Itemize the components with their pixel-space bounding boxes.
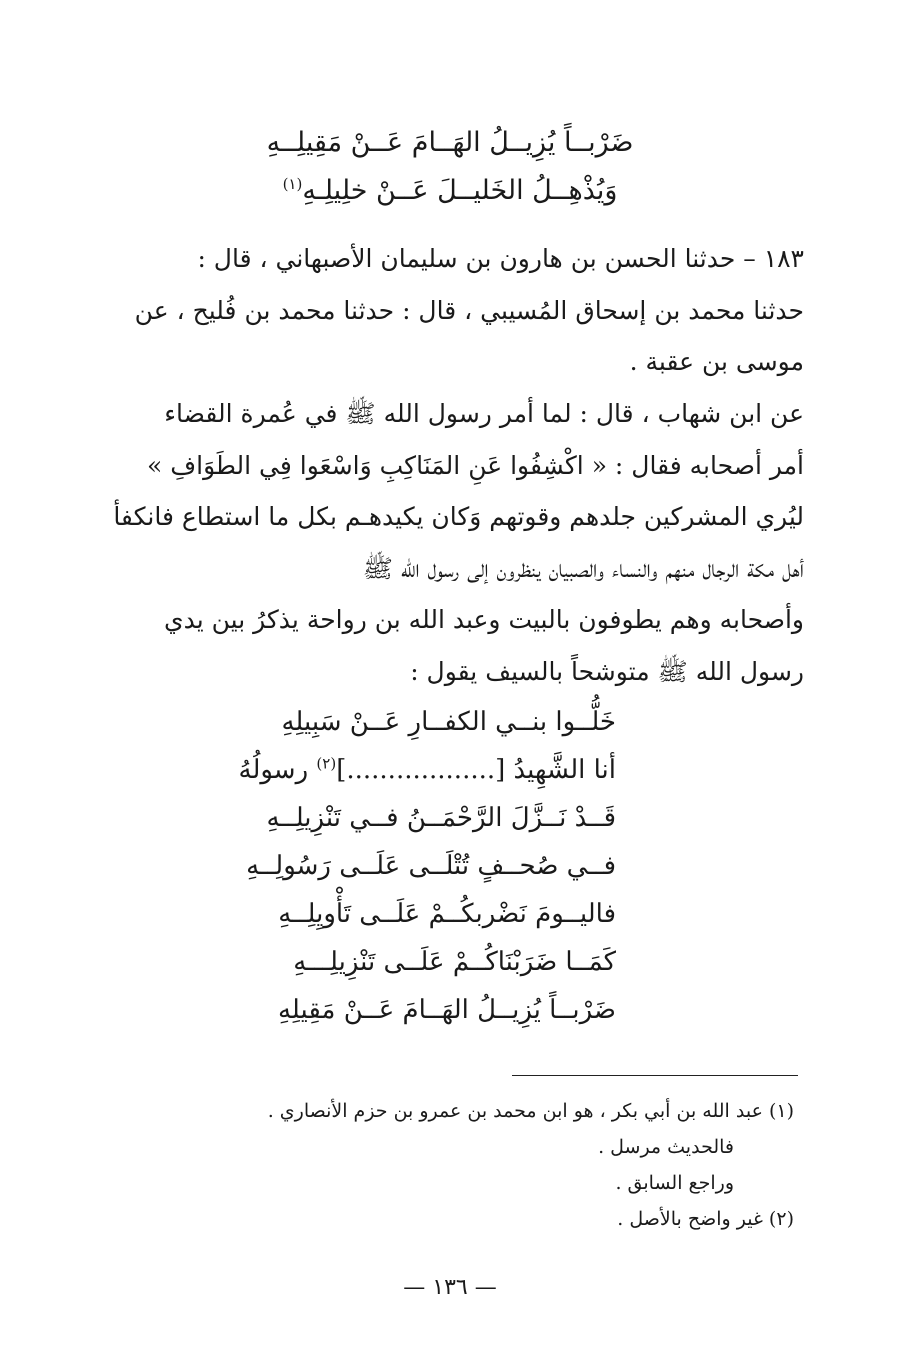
isnad-line: حدثنا محمد بن إسحاق المُسيبي ، قال : حدثنا محمد بن فُليح ، عن bbox=[134, 295, 804, 325]
footnote-separator bbox=[512, 1075, 798, 1076]
poem-line: خَلُّــوا بنــي الكفــارِ عَــنْ سَبِيلِهِ bbox=[281, 707, 616, 737]
footnote-1: (١) عبد الله بن أبي بكر ، هو ابن محمد بن عمرو بن حزم الأنصاري . bbox=[267, 1100, 794, 1122]
poem-line: أنا الشَّهِيدُ [..................]$^{(٢)}$ رسولُهُ bbox=[238, 754, 616, 785]
page-number: — ١٣٦ — bbox=[403, 1275, 497, 1300]
poem-line: ضَرْبــاً يُزِيــلُ الهَــامَ عَــنْ مَقِيلِهِ bbox=[277, 995, 616, 1025]
matn-line: أمر أصحابه فقال : « اكْشِفُوا عَنِ المَنَاكِبِ وَاسْعَوا فِي الطَوَافِ » bbox=[147, 450, 804, 480]
hadith-183-matn bbox=[108, 388, 804, 697]
footnote-marker-2: (٢) bbox=[316, 754, 337, 773]
matn-line: وأصحابه وهم يطوفون بالبيت وعبد الله بن رواحة يذكرُ بين يدي bbox=[164, 605, 804, 634]
matn-line: أهل مكة الرجال منهم والنساء والصبيان ينظرون إلى رسول الله ﷺ bbox=[362, 553, 804, 583]
hadith-183-isnad bbox=[108, 233, 804, 388]
footnote-marker-1: (١) bbox=[282, 175, 303, 193]
poem-line: فــي صُحــفٍ تُتْلَــى عَلَــى رَسُولِــهِ bbox=[246, 851, 616, 881]
illegible-gap: .................. bbox=[346, 755, 496, 785]
matn-line: رسول الله ﷺ متوشحاً بالسيف يقول : bbox=[410, 656, 804, 686]
footnote-1-continuation: فالحديث مرسل . bbox=[598, 1136, 734, 1158]
poem-block bbox=[216, 698, 616, 1034]
opening-verse-line-2: وَيُذْهِــلُ الخَليــلَ عَــنْ خلِيلِـهِ$^{(١)}$ bbox=[282, 175, 618, 206]
poem-line: قَــدْ نَــزَّلَ الرَّحْمَــنُ فــي تَنْزِيلِــهِ bbox=[266, 803, 616, 833]
matn-line: ليُري المشركين جلدهم وقوتهم وَكان يكيدهـم بكل ما استطاع فانكفأ bbox=[113, 502, 804, 531]
matn-line: عن ابن شهاب ، قال : لما أمر رسول الله ﷺ في عُمرة القضاء bbox=[164, 399, 804, 428]
isnad-line: ١٨٣ – حدثنا الحسن بن هارون بن سليمان الأصبهاني ، قال : bbox=[197, 244, 804, 273]
poem-line: كَمَــا ضَرَبْنَاكُــمْ عَلَــى تَنْزِيلِـــهِ bbox=[293, 947, 616, 977]
footnotes bbox=[130, 1093, 794, 1237]
footnote-1-continuation: وراجع السابق . bbox=[615, 1172, 734, 1194]
poem-line: فاليــومَ نَضْربكُــمْ عَلَــى تَأْويِلِــهِ bbox=[278, 899, 616, 929]
footnote-2: (٢) غير واضح بالأصل . bbox=[617, 1208, 794, 1230]
isnad-line: موسى بن عقبة . bbox=[629, 347, 804, 376]
opening-verse-line-1: ضَرْبــاً يُزِيــلُ الهَــامَ عَــنْ مَقِيلِــهِ bbox=[266, 127, 634, 158]
